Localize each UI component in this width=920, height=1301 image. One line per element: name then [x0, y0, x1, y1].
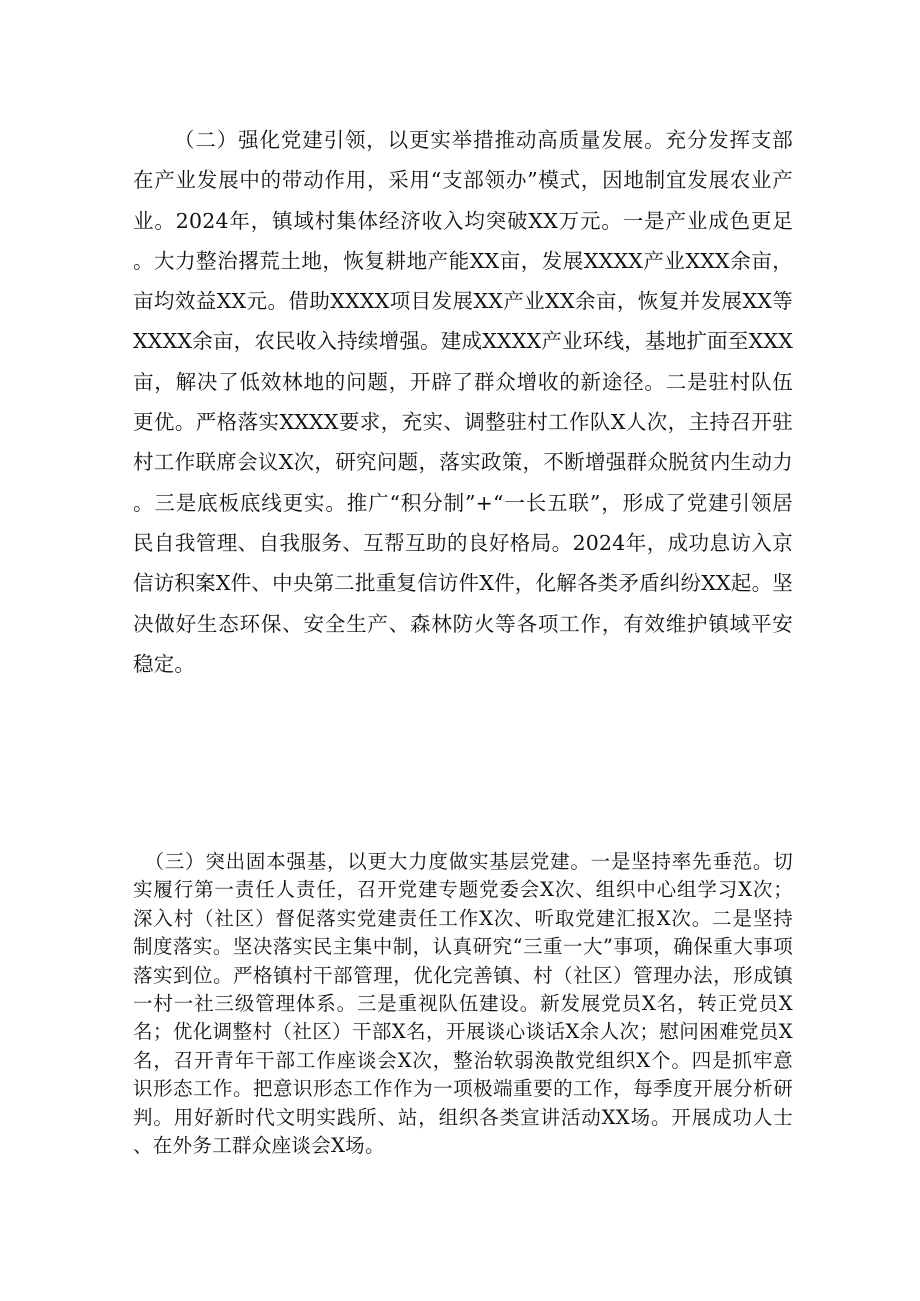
paragraph-strengthen-party-leadership: （二）强化党建引领，以更实举措推动高质量发展。充分发挥支部在产业发展中的带动作用，采用“支部领办”模式，因地制宜发展农业产业。2024年，镇域村集体经济收入均突破XX万元。一是产业成色更足。大力整治撂荒土地，恢复耕地产能XX亩，发展XXXX产业XXX余亩，亩均效益XX元。借助XXXX项目发展XX产业XX余亩，恢复并发展XX等XXXX余亩，农民收入持续增强。建成XXXX产业环线，基地扩面至XXX亩，解决了低效林地的问题，开辟了群众增收的新途径。二是驻村队伍更优。严格落实XXXX要求，充实、调整驻村工作队X人次，主持召开驻村工作联席会议X次，研究问题，落实政策，不断增强群众脱贫内生动力。三是底板底线更实。推广“积分制”+“一长五联”，形成了党建引领居民自我管理、自我服务、互帮互助的良好格局。2024年，成功息访入京信访积案X件、中央第二批重复信访件X件，化解各类矛盾纠纷XX起。坚决做好生态环保、安全生产、森林防火等各项工作，有效维护镇域平安稳定。 [133, 128, 793, 676]
paragraph-consolidate-foundation-text: （三）突出固本强基，以更大力度做实基层党建。一是坚持率先垂范。切实履行第一责任人责任，召开党建专题党委会X次、组织中心组学习X次；深入村（社区）督促落实党建责任工作X次、听取党建汇报X次。二是坚持制度落实。坚决落实民主集中制，认真研究“三重一大”事项，确保重大事项落实到位。严格镇村干部管理，优化完善镇、村（社区）管理办法，形成镇一村一社三级管理体系。三是重视队伍建设。新发展党员X名，转正党员X名；优化调整村（社区）干部X名，开展谈心谈话X余人次；慰问困难党员X名，召开青年干部工作座谈会X次，整治软弱涣散党组织X个。四是抓牢意识形态工作。把意识形态工作作为一项极端重要的工作，每季度开展分析研判。用好新时代文明实践所、站，组织各类宣讲活动XX场。开展成功人士、在外务工群众座谈会X场。 [133, 850, 793, 1158]
paragraph-consolidate-foundation [133, 848, 793, 1160]
